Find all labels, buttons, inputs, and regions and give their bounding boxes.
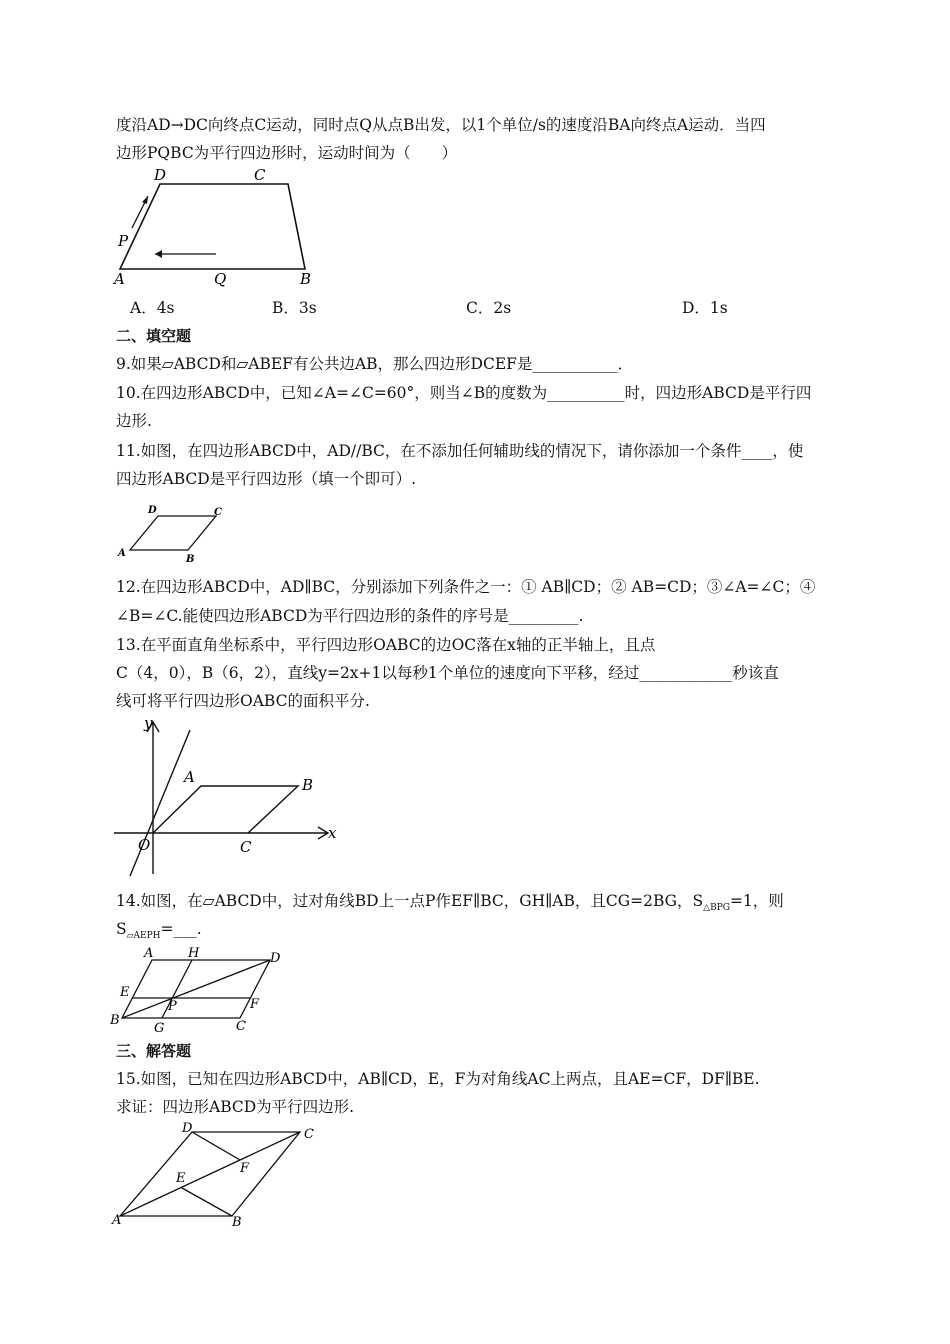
q15-parallelogram-figure — [110, 1120, 320, 1230]
label-C: C — [304, 1127, 314, 1142]
q8-trapezoid-figure — [110, 166, 320, 288]
q13-line-2: C（4，0），B（6，2），直线y=2x+1以每秒1个单位的速度向下平移，经过____________秒该直 — [116, 664, 779, 682]
q8-option-a: A．4s — [130, 299, 175, 317]
label-F: F — [250, 997, 260, 1012]
q13-line-1: 13.在平面直角坐标系中，平行四边形OABC的边OC落在x轴的正半轴上，且点 — [116, 636, 656, 654]
q15-line-1: 15.如图，已知在四边形ABCD中，AB∥CD，E，F为对角线AC上两点，且AE=CF，DF∥BE. — [116, 1070, 760, 1088]
label-C: C — [214, 507, 222, 518]
q14-parallelogram-figure — [110, 944, 290, 1032]
label-H: H — [188, 946, 200, 961]
label-D: D — [154, 166, 167, 184]
q14-line-1-subscript: △BPG — [703, 903, 730, 914]
label-B: B — [232, 1215, 242, 1230]
label-C: C — [240, 838, 252, 856]
label-P: P — [118, 232, 129, 250]
q12-line-2: ∠B=∠C.能使四边形ABCD为平行四边形的条件的序号是_________. — [116, 607, 584, 625]
q14-line-2-subscript: ▱AEPH — [126, 931, 161, 942]
label-Q: Q — [214, 270, 227, 288]
q13-line-3: 线可将平行四边形OABC的面积平分. — [116, 692, 370, 710]
q8-line-1: 度沿AD→DC向终点C运动，同时点Q从点B出发，以1个单位/s的速度沿BA向终点A运动．当四 — [116, 116, 766, 134]
label-C: C — [254, 166, 266, 184]
label-E: E — [120, 985, 130, 1000]
label-B: B — [302, 776, 314, 794]
q11-line-1: 11.如图，在四边形ABCD中，AD//BC，在不添加任何辅助线的情况下，请你添加一个条件____，使 — [116, 442, 804, 460]
q14-line-1-text: 14.如图，在▱ABCD中，过对角线BD上一点P作EF∥BC，GH∥AB，且CG=2BG，S — [116, 892, 704, 910]
q8-option-c: C．2s — [466, 299, 512, 317]
q10-line-1: 10.在四边形ABCD中，已知∠A=∠C=60°，则当∠B的度数为__________时，四边形ABCD是平行四 — [116, 384, 812, 402]
q10-line-2: 边形. — [116, 412, 152, 430]
q14-line-1 — [116, 890, 784, 919]
q12-line-1: 12.在四边形ABCD中，AD∥BC，分别添加下列条件之一：① AB∥CD；② AB=CD；③∠A=∠C；④ — [116, 578, 816, 596]
label-A: A — [112, 1213, 122, 1228]
q11-line-2: 四边形ABCD是平行四边形（填一个即可）. — [116, 470, 417, 488]
label-B: B — [186, 554, 195, 565]
label-x: x — [328, 824, 337, 842]
q13-coordinate-figure — [110, 716, 340, 880]
section-fill-in-heading: 二、填空题 — [116, 327, 192, 345]
label-D: D — [270, 951, 281, 966]
q14-line-1-tail: =1，则 — [729, 892, 784, 910]
label-G: G — [154, 1021, 165, 1032]
q8-option-d: D．1s — [682, 299, 728, 317]
q14-line-2 — [116, 918, 202, 947]
label-F: F — [240, 1161, 250, 1176]
section-answer-heading: 三、解答题 — [116, 1042, 192, 1060]
q9-text: 9.如果▱ABCD和▱ABEF有公共边AB，那么四边形DCEF是___________． — [116, 355, 634, 373]
label-A: A — [144, 946, 154, 961]
q14-line-2-tail: =___. — [160, 920, 202, 938]
label-A: A — [184, 768, 195, 786]
label-D: D — [148, 505, 157, 516]
label-B: B — [300, 270, 312, 288]
label-A: A — [118, 548, 126, 559]
q14-line-2-text: S — [116, 920, 127, 938]
q8-line-2: 边形PQBC为平行四边形时，运动时间为（ ） — [116, 144, 458, 162]
q15-line-2: 求证：四边形ABCD为平行四边形. — [116, 1098, 355, 1116]
label-B: B — [110, 1013, 120, 1028]
label-A: A — [114, 270, 125, 288]
label-O: O — [138, 836, 151, 854]
label-E: E — [176, 1171, 186, 1186]
q8-option-b: B．3s — [272, 299, 317, 317]
q11-parallelogram-figure — [114, 500, 229, 568]
label-P: P — [168, 999, 177, 1014]
label-D: D — [182, 1121, 193, 1136]
label-y: y — [144, 716, 153, 732]
label-C: C — [236, 1019, 246, 1032]
